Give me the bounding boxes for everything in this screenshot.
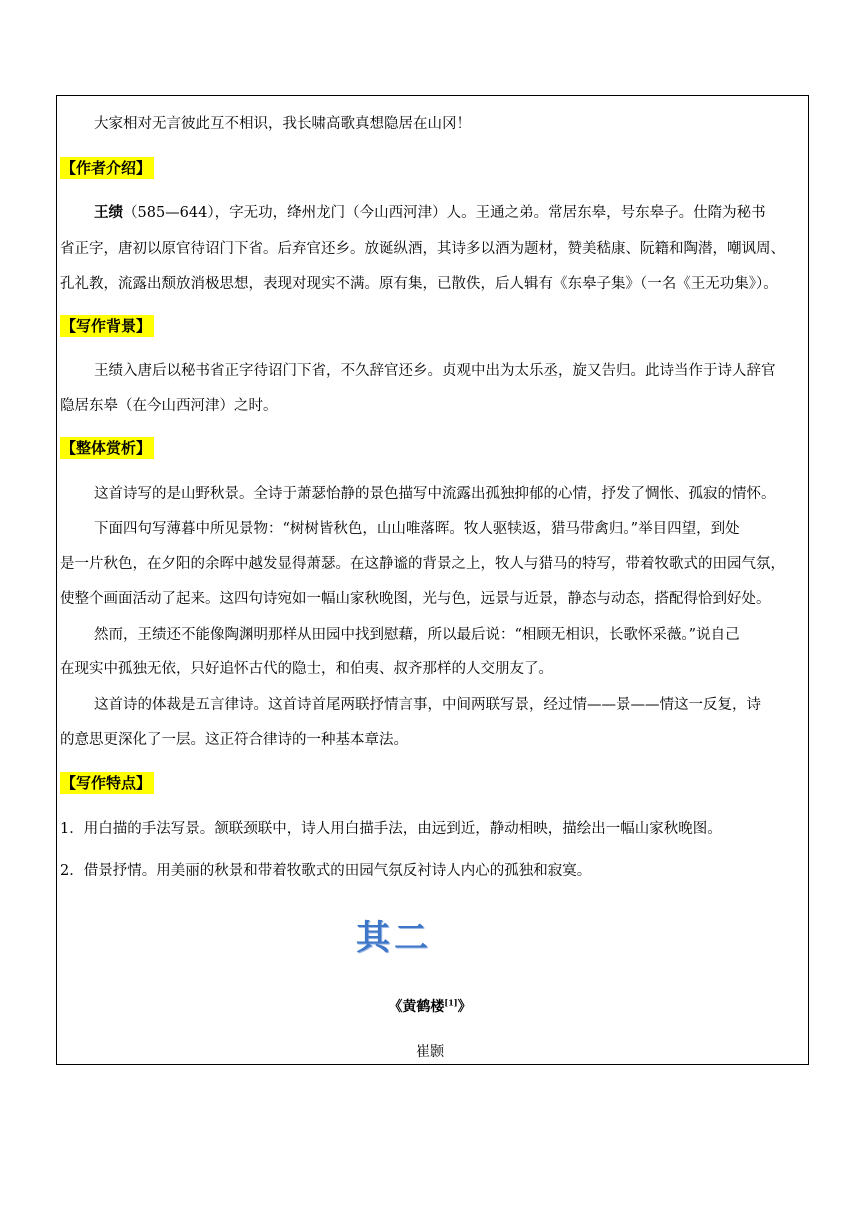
author-name: 王绩: [94, 204, 123, 221]
appreciation-heading: 【整体赏析】: [60, 437, 154, 459]
author-line-1-text: （585—644），字无功，绛州龙门（今山西河津）人。王通之弟。常居东皋，号东皋子。仕隋为秘书: [123, 205, 766, 221]
appreciation-p1: 这首诗写的是山野秋景。全诗于萧瑟怡静的景色描写中流露出孤独抑郁的心情，抒发了惆怅、孤寂的情怀。: [94, 486, 776, 502]
features-item-2: 2．借景抒情。用美丽的秋景和带着牧歌式的田园气氛反衬诗人内心的孤独和寂寞。: [60, 863, 592, 879]
author-line-2: 省正字，唐初以原官待诏门下省。后弃官还乡。放诞纵酒，其诗多以酒为题材，赞美嵇康、阮籍和陶潜，嘲讽周、: [60, 241, 785, 257]
author-line-1: [94, 204, 766, 222]
appreciation-p3-line2: 在现实中孤独无依，只好追怀古代的隐士，和伯夷、叔齐那样的人交朋友了。: [60, 661, 553, 677]
appreciation-p3-line1: 然而，王绩还不能像陶渊明那样从田园中找到慰藉，所以最后说：“相顾无相识，长歌怀采薇。”说自己: [94, 627, 740, 643]
appreciation-p2-line2: 是一片秋色，在夕阳的余晖中越发显得萧瑟。在这静谧的背景之上，牧人与猎马的特写，带着牧歌式的田园气氛，: [60, 556, 785, 572]
author-line-3: 孔礼教，流露出颓放消极思想，表现对现实不满。原有集，已散佚，后人辑有《东皋子集》（一名《王无功集》）。: [60, 276, 778, 292]
features-heading: 【写作特点】: [60, 772, 154, 794]
translation-line: 大家相对无言彼此互不相识，我长啸高歌真想隐居在山冈！: [94, 116, 471, 132]
part-title: 其二: [356, 918, 432, 958]
author-heading: 【作者介绍】: [60, 157, 154, 179]
background-line-1: 王绩入唐后以秘书省正字待诏门下省，不久辞官还乡。贞观中出为太乐丞，旋又告归。此诗当作于诗人辞官: [94, 363, 776, 379]
poem-title: [0, 996, 860, 1016]
background-heading: 【写作背景】: [60, 315, 154, 337]
poem-title-end: 》: [457, 999, 472, 1015]
appreciation-p4-line1: 这首诗的体裁是五言律诗。这首诗首尾两联抒情言事，中间两联写景，经过情——景——情这一反复，诗: [94, 697, 761, 713]
features-item-1: 1．用白描的手法写景。颔联颈联中，诗人用白描手法，由远到近，静动相映，描绘出一幅山家秋晚图。: [60, 821, 722, 837]
poem-title-note[interactable]: [1]: [444, 997, 458, 1008]
background-line-2: 隐居东皋（在今山西河津）之时。: [60, 398, 278, 414]
appreciation-p4-line2: 的意思更深化了一层。这正符合律诗的一种基本章法。: [60, 732, 408, 748]
appreciation-p2-line1: 下面四句写薄暮中所见景物：“树树皆秋色，山山唯落晖。牧人驱犊返，猎马带禽归。”举目四望，到处: [94, 521, 740, 537]
poem-author: 崔颢: [416, 1044, 444, 1060]
appreciation-p2-line3: 使整个画面活动了起来。这四句诗宛如一幅山家秋晚图，光与色，远景与近景，静态与动态，搭配得恰到好处。: [60, 591, 771, 607]
poem-title-text: 《黄鹤楼: [388, 999, 445, 1015]
